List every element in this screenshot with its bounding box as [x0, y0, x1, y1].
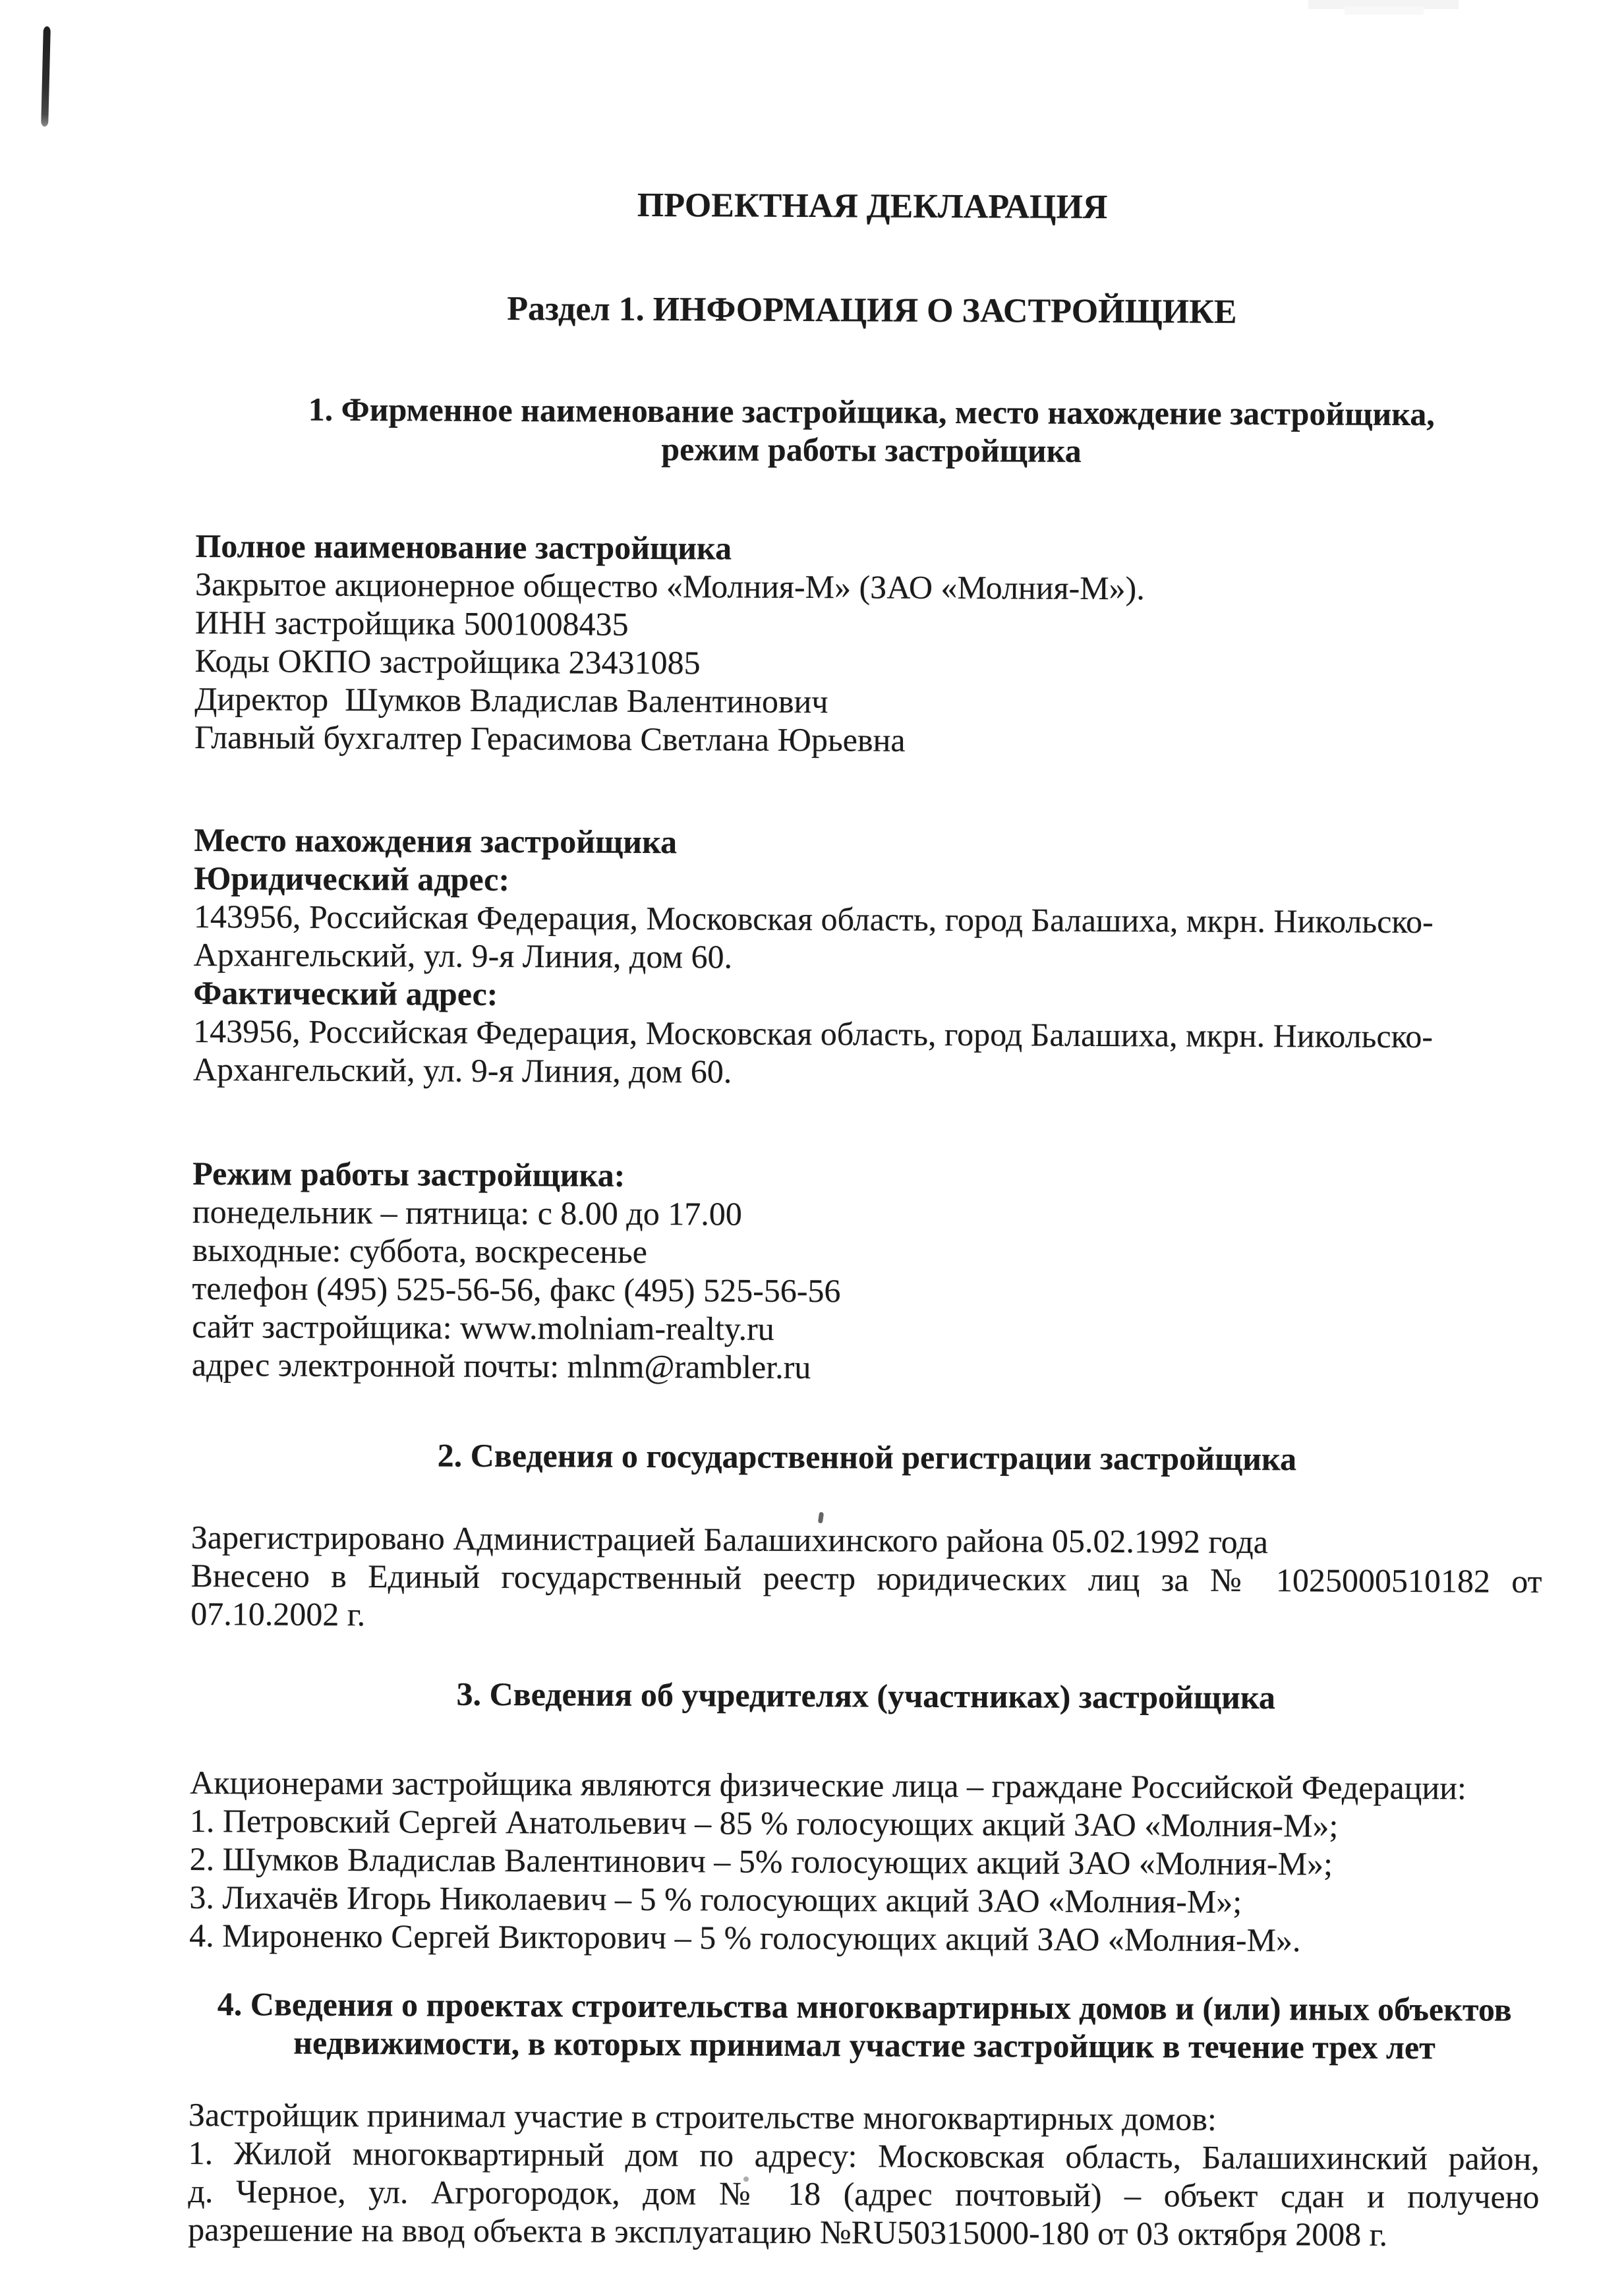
full-name-label: Полное наименование застройщика	[195, 527, 732, 567]
project-item-line2: д. Черное, ул. Агрогородок, дом № 18 (адрес почтовый) – объект сдан и получено	[188, 2172, 1540, 2215]
registration-block	[190, 1518, 1542, 1639]
scan-artifact-pen-mark	[41, 26, 51, 127]
shareholders-block	[189, 1763, 1541, 1960]
shareholder-item-1: 1. Петровский Сергей Анатольевич – 85 % голосующих акций ЗАО «Молния-М»;	[189, 1801, 1339, 1844]
sub1-heading-line2: режим работы застройщика	[661, 430, 1082, 469]
website-line: сайт застройщика: www.molniam-realty.ru	[192, 1307, 774, 1347]
full-name-block	[194, 527, 1546, 762]
location-block	[193, 821, 1546, 1094]
director-line: Директор Шумков Владислав Валентинович	[194, 680, 828, 720]
legal-address-line2: Архангельский, ул. 9-я Линия, дом 60.	[193, 935, 733, 976]
projects-block	[188, 2095, 1540, 2254]
location-label: Место нахождения застройщика	[194, 821, 678, 861]
document-title: ПРОЕКТНАЯ ДЕКЛАРАЦИЯ	[637, 186, 1108, 227]
schedule-weekend: выходные: суббота, воскресенье	[192, 1231, 648, 1270]
registration-line2: Внесено в Единый государственный реестр юридических лиц за № 1025000510182 от	[190, 1556, 1542, 1600]
schedule-weekdays: понедельник – пятница: с 8.00 до 17.00	[192, 1192, 742, 1233]
email-line: адрес электронной почты: mlnm@rambler.ru	[191, 1345, 811, 1386]
schedule-label: Режим работы застройщика:	[192, 1154, 625, 1194]
legal-address-line1: 143956, Российская Федерация, Московская область, город Балашиха, мкрн. Никольско-	[193, 897, 1434, 941]
actual-address-label: Фактический адрес:	[193, 974, 498, 1013]
shareholders-intro: Акционерами застройщика являются физические лица – граждане Российской Федерации:	[190, 1763, 1466, 1807]
sub2-heading: 2. Сведения о государственной регистрации застройщика	[437, 1436, 1297, 1478]
section1-heading: Раздел 1. ИНФОРМАЦИЯ О ЗАСТРОЙЩИКЕ	[507, 290, 1237, 331]
schedule-block	[192, 1154, 1544, 1389]
actual-address-line2: Архангельский, ул. 9-я Линия, дом 60.	[192, 1050, 732, 1090]
inn-line: ИНН застройщика 5001008435	[194, 603, 629, 643]
sub4-heading-line1: 4. Сведения о проектах строительства многоквартирных домов и (или) иных объектов	[217, 1985, 1512, 2028]
actual-address-line1: 143956, Российская Федерация, Московская область, город Балашиха, мкрн. Никольско-	[193, 1012, 1434, 1055]
sub1-heading-line1: 1. Фирменное наименование застройщика, место нахождение застройщика,	[308, 390, 1435, 433]
company-name: Закрытое акционерное общество «Молния-М» (ЗАО «Молния-М»).	[195, 565, 1145, 607]
okpo-line: Коды ОКПО застройщика 23431085	[194, 641, 701, 682]
shareholder-item-2: 2. Шумков Владислав Валентинович – 5% голосующих акций ЗАО «Молния-М»;	[189, 1840, 1333, 1883]
accountant-line: Главный бухгалтер Герасимова Светлана Юрьевна	[194, 718, 906, 759]
legal-address-label: Юридический адрес:	[194, 859, 510, 898]
project-item-line1: 1. Жилой многоквартирный дом по адресу: Московская область, Балашихинский район,	[188, 2134, 1540, 2177]
document-content	[188, 0, 1549, 2254]
sub4-heading-line2: недвижимости, в которых принимал участие застройщик в течение трех лет	[293, 2024, 1436, 2066]
project-item-line3: разрешение на ввод объекта в эксплуатацию №RU50315000-180 от 03 октября 2008 г.	[188, 2210, 1388, 2253]
registration-line3: 07.10.2002 г.	[190, 1594, 366, 1633]
sub1-heading	[196, 390, 1547, 472]
registration-line1: Зарегистрировано Администрацией Балашихинского района 05.02.1992 года	[190, 1518, 1269, 1561]
sub3-heading: 3. Сведения об учредителях (участниках) застройщика	[456, 1675, 1276, 1716]
shareholder-item-3: 3. Лихачёв Игорь Николаевич – 5 % голосующих акций ЗАО «Молния-М»;	[189, 1878, 1242, 1920]
shareholder-item-4: 4. Мироненко Сергей Викторович – 5 % голосующих акций ЗАО «Молния-М».	[189, 1916, 1301, 1959]
projects-intro: Застройщик принимал участие в строительстве многоквартирных домов:	[188, 2095, 1217, 2138]
phone-fax-line: телефон (495) 525-56-56, факс (495) 525-56-56	[192, 1269, 841, 1310]
sub4-heading	[152, 1985, 1576, 2067]
